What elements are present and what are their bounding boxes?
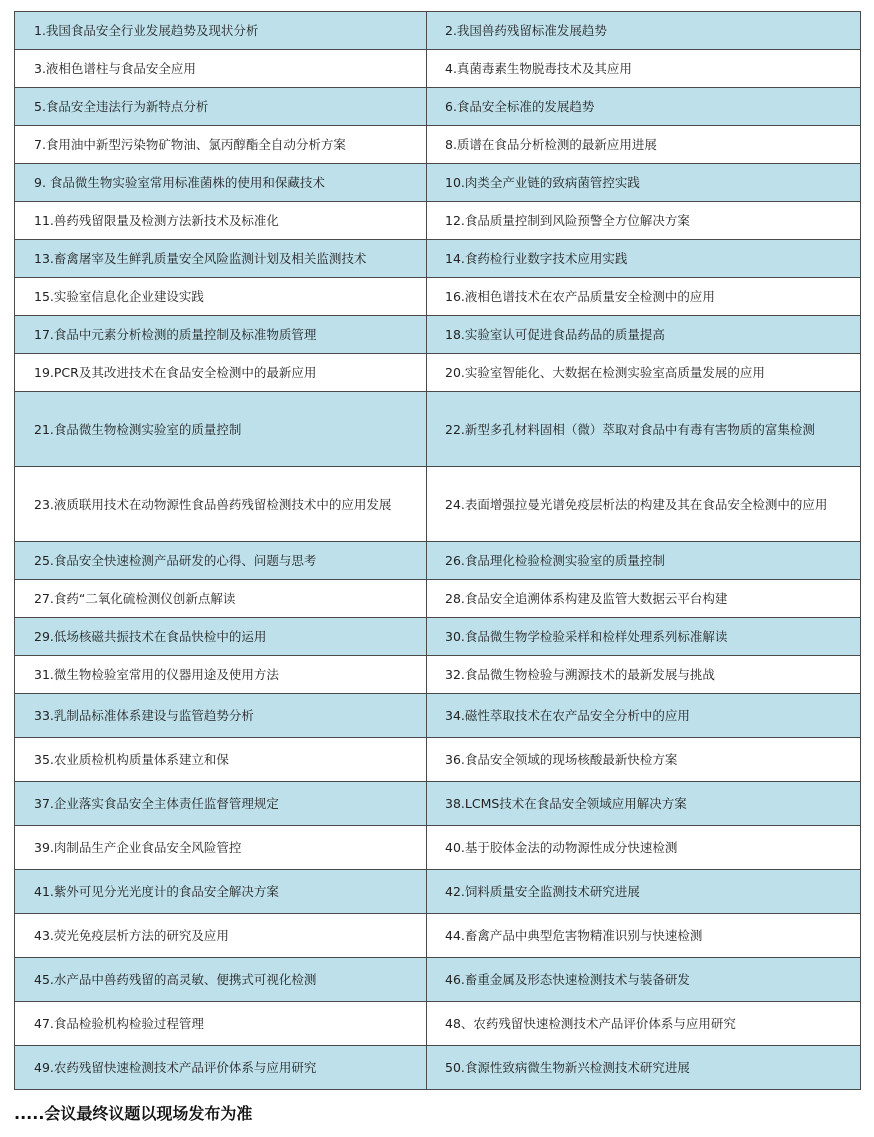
table-row <box>15 354 861 392</box>
table-row <box>15 694 861 738</box>
table-row <box>15 164 861 202</box>
topic-cell: 15.实验室信息化企业建设实践 <box>15 278 427 316</box>
topic-cell: 39.肉制品生产企业食品安全风险管控 <box>15 826 427 870</box>
topic-cell: 19.PCR及其改进技术在食品安全检测中的最新应用 <box>15 354 427 392</box>
topic-cell: 17.食品中元素分析检测的质量控制及标准物质管理 <box>15 316 427 354</box>
table-row <box>15 914 861 958</box>
table-row <box>15 542 861 580</box>
topic-cell: 33.乳制品标准体系建设与监管趋势分析 <box>15 694 427 738</box>
topic-cell: 22.新型多孔材料固相（微）萃取对食品中有毒有害物质的富集检测 <box>427 392 861 467</box>
topic-cell: 14.食药检行业数字技术应用实践 <box>427 240 861 278</box>
table-row <box>15 870 861 914</box>
table-row <box>15 278 861 316</box>
table-row <box>15 618 861 656</box>
table-row <box>15 50 861 88</box>
topic-cell: 48、农药残留快速检测技术产品评价体系与应用研究 <box>427 1002 861 1046</box>
topic-cell: 35.农业质检机构质量体系建立和保 <box>15 738 427 782</box>
topic-cell: 26.食品理化检验检测实验室的质量控制 <box>427 542 861 580</box>
topic-cell: 34.磁性萃取技术在农产品安全分析中的应用 <box>427 694 861 738</box>
topic-cell: 16.液相色谱技术在农产品质量安全检测中的应用 <box>427 278 861 316</box>
topic-cell: 3.液相色谱柱与食品安全应用 <box>15 50 427 88</box>
topics-table <box>14 11 861 1090</box>
topic-cell: 50.食源性致病微生物新兴检测技术研究进展 <box>427 1046 861 1090</box>
topic-cell: 21.食品微生物检测实验室的质量控制 <box>15 392 427 467</box>
topic-cell: 2.我国兽药残留标准发展趋势 <box>427 12 861 50</box>
table-row <box>15 240 861 278</box>
topic-cell: 10.肉类全产业链的致病菌管控实践 <box>427 164 861 202</box>
topic-cell: 32.食品微生物检验与溯源技术的最新发展与挑战 <box>427 656 861 694</box>
table-row <box>15 202 861 240</box>
topic-cell: 1.我国食品安全行业发展趋势及现状分析 <box>15 12 427 50</box>
table-row <box>15 580 861 618</box>
table-row <box>15 782 861 826</box>
table-row <box>15 88 861 126</box>
table-row <box>15 316 861 354</box>
topic-cell: 47.食品检验机构检验过程管理 <box>15 1002 427 1046</box>
topic-cell: 46.畜重金属及形态快速检测技术与装备研发 <box>427 958 861 1002</box>
topic-cell: 23.液质联用技术在动物源性食品兽药残留检测技术中的应用发展 <box>15 467 427 542</box>
topic-cell: 37.企业落实食品安全主体责任监督管理规定 <box>15 782 427 826</box>
topic-cell: 28.食品安全追溯体系构建及监管大数据云平台构建 <box>427 580 861 618</box>
topic-cell: 44.畜禽产品中典型危害物精准识别与快速检测 <box>427 914 861 958</box>
table-row <box>15 826 861 870</box>
table-row <box>15 1002 861 1046</box>
topic-cell: 12.食品质量控制到风险预警全方位解决方案 <box>427 202 861 240</box>
topic-cell: 9. 食品微生物实验室常用标准菌株的使用和保藏技术 <box>15 164 427 202</box>
topic-cell: 5.食品安全违法行为新特点分析 <box>15 88 427 126</box>
topic-cell: 49.农药残留快速检测技术产品评价体系与应用研究 <box>15 1046 427 1090</box>
table-row <box>15 126 861 164</box>
topic-cell: 27.食药“二氧化硫检测仪创新点解读 <box>15 580 427 618</box>
topic-cell: 31.微生物检验室常用的仪器用途及使用方法 <box>15 656 427 694</box>
topic-cell: 11.兽药残留限量及检测方法新技术及标准化 <box>15 202 427 240</box>
table-row <box>15 738 861 782</box>
topic-cell: 24.表面增强拉曼光谱免疫层析法的构建及其在食品安全检测中的应用 <box>427 467 861 542</box>
topic-cell: 7.食用油中新型污染物矿物油、氯丙醇酯全自动分析方案 <box>15 126 427 164</box>
topic-cell: 8.质谱在食品分析检测的最新应用进展 <box>427 126 861 164</box>
table-row <box>15 958 861 1002</box>
topic-cell: 18.实验室认可促进食品药品的质量提高 <box>427 316 861 354</box>
topic-cell: 29.低场核磁共振技术在食品快检中的运用 <box>15 618 427 656</box>
topic-cell: 20.实验室智能化、大数据在检测实验室高质量发展的应用 <box>427 354 861 392</box>
topics-table-body <box>15 12 861 1090</box>
topic-cell: 4.真菌毒素生物脱毒技术及其应用 <box>427 50 861 88</box>
topic-cell: 45.水产品中兽药残留的高灵敏、便携式可视化检测 <box>15 958 427 1002</box>
topic-cell: 30.食品微生物学检验采样和检样处理系列标准解读 <box>427 618 861 656</box>
table-row <box>15 12 861 50</box>
table-row <box>15 467 861 542</box>
table-row <box>15 1046 861 1090</box>
topic-cell: 6.食品安全标准的发展趋势 <box>427 88 861 126</box>
topic-cell: 13.畜禽屠宰及生鲜乳质量安全风险监测计划及相关监测技术 <box>15 240 427 278</box>
topic-cell: 38.LCMS技术在食品安全领域应用解决方案 <box>427 782 861 826</box>
final-agenda-note: .....会议最终议题以现场发布为准 <box>14 1104 253 1123</box>
table-row <box>15 392 861 467</box>
topic-cell: 36.食品安全领域的现场核酸最新快检方案 <box>427 738 861 782</box>
topic-cell: 43.荧光免疫层析方法的研究及应用 <box>15 914 427 958</box>
topic-cell: 42.饲料质量安全监测技术研究进展 <box>427 870 861 914</box>
topic-cell: 40.基于胶体金法的动物源性成分快速检测 <box>427 826 861 870</box>
table-row <box>15 656 861 694</box>
topic-cell: 41.紫外可见分光光度计的食品安全解决方案 <box>15 870 427 914</box>
topic-cell: 25.食品安全快速检测产品研发的心得、问题与思考 <box>15 542 427 580</box>
